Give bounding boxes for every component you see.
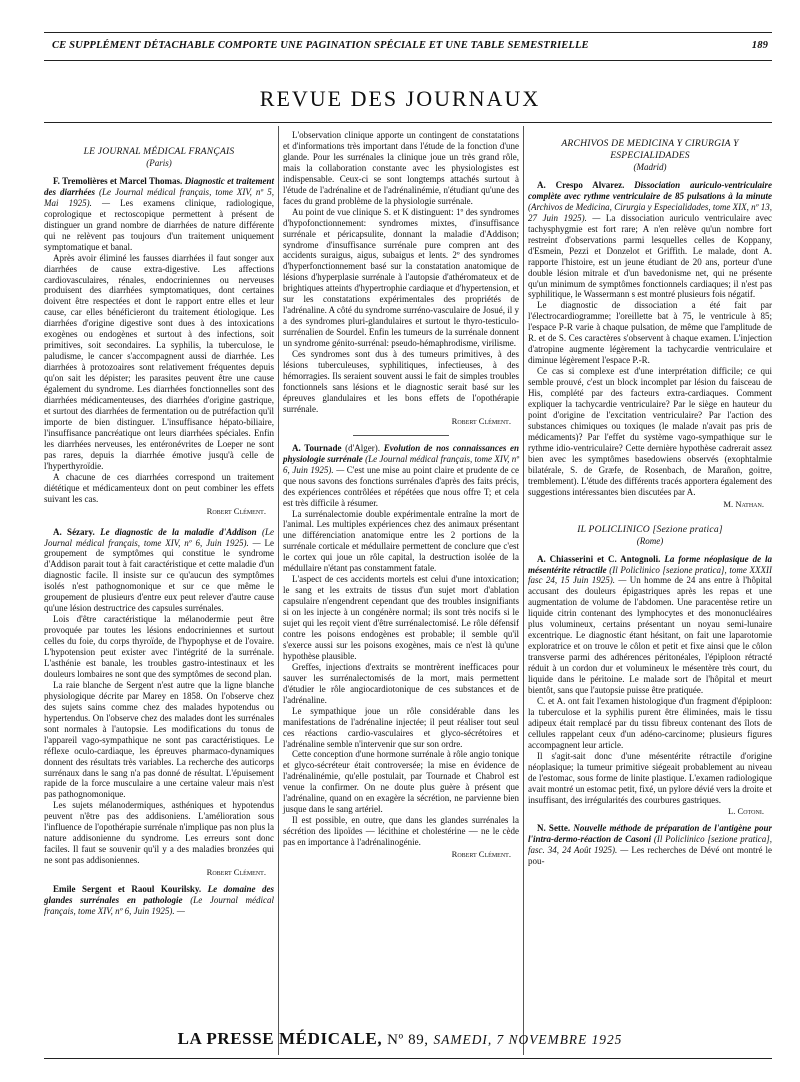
article-reference: (Le Journal médical français, tome XIV, nº 6, Juin 1925). —: [44, 526, 274, 548]
article-authors: A. Tournade: [292, 442, 342, 453]
journal-heading: LE JOURNAL MÉDICAL FRANÇAIS: [83, 146, 235, 157]
article-paragraph: Le diagnostic de dissociation a été fait par l'électrocardiogramme; l'oreillette bat à 75, le ventricule à 85; l'espace P-R varie à chaque pulsation, de même que l'amplitude de R. et de S. Ces caractères s'observent à chaque examen. L'injection d'atropine augmente légèrement la tachycardie ventriculaire et diminue légèrement l'espace P.-R.: [528, 300, 772, 366]
article-reference: (Le Journal médical français, tome XIV, nº 5, Mai 1925). —: [44, 186, 274, 208]
article-reference: (Il Policlinico [sezione pratica], tome XXXII fasc 24, 15 Juin 1925). —: [528, 564, 773, 586]
page-footer: [0, 1029, 800, 1049]
article-paragraph: La raie blanche de Sergent n'est autre que la ligne blanche physiologique décrite par Marey en 1858. On l'observe chez des sujets sains comme chez des malades hypotendus ou hypertendus. On l'observe chez des malades dont les surrénales sont normales à l'autopsie. Les modifications du tonus de l'appareil vago-sympathique ne sont pas caractéristiques. Le réflexe oculo-cardiaque, les épreuves pharmaco-dynamiques donnent des résultats très variables. La recherche des auticorps surrénaux dans le sang n'a pas donné de résultat. L'épuisement rapide de la force musculaire a une certaine valeur mais n'est pas pathognomonique.: [44, 679, 274, 800]
article-paragraph: Les examens clinique, radiologique, coprologique et rectoscopique permettent à présent de distinguer un grand nombre de diarrhées de nature différente qui ne relèvent pas toujours d'un traitement uniquement symptomatique et banal.: [44, 197, 275, 252]
article-paragraph: La surrénalectomie double expérimentale entraîne la mort de l'animal. Les multiples expériences chez des animaux présentant une différenciation anatomique entre les 2 portions de la surrénale corticale et médullaire permettent de conclure que c'est le cortex qui joue un rôle capital, la destruction isolée de la médullaire n'étant pas constamment fatale.: [283, 508, 519, 574]
running-head-rule: [44, 60, 772, 61]
column-divider-2: [523, 126, 524, 1055]
article-signature: Robert Clément.: [451, 415, 511, 426]
journal-city: (Madrid): [633, 162, 667, 172]
article-paragraph: Au point de vue clinique S. et K distinguent: 1º des syndromes d'hypofonctionnement: syndromes mixtes, d'insuffisance surrénale et péricapsulite, donnant la maladie d'Addison; syndrome d'insuffisance surrénale pure compren ant des accidents suraigus, aigus, subaigus et lents. 2º des syndromes d'hyperfonctionnement basé sur la constatation anatomique de lésions d'hyperplasie surrénale à l'autopsie d'athéromateux et de brightiques atteints d'hypertrophie cardiaque et d'hypertension, et sur les constatations expérimentales des propriétés de l'adrénaline. A côté du syndrome surréno-vasculaire de Josué, il y a des syndromes pluri-glandulaires et surtout le thyro-testiculo-surrénalien de Sourdel. Enfin les tumeurs de la surrénale donnent un syndrome génito-surrénal: pseudo-hémaphrodisme, virilisme.: [283, 206, 519, 349]
column-right: [528, 130, 772, 867]
article-signature: M. Nathan.: [723, 498, 764, 509]
title-rule: [44, 122, 772, 123]
article-signature: L. Cotoni.: [728, 806, 764, 817]
article-reference: (Le Journal médical français, tome XIV, nº 6, Juin 1925). —: [44, 895, 275, 916]
article-authors: A. Crespo Alvarez.: [537, 179, 625, 190]
article-authors: A. Sézary.: [53, 526, 95, 537]
footer-issue-number: Nº 89,: [387, 1032, 429, 1048]
article-authors: N. Sette.: [537, 823, 571, 834]
article-paragraph: Il s'agit-sait donc d'une mésentérite rétractile d'origine néoplasique; la tumeur primitive siégeait probablement au niveau de l'estomac, sous forme de linite plastique. L'examen radiologique avait montré un estomac petit, fixé, un pylore dévié vers la droite et insuffisant, des irrégularités des courbures gastriques.: [528, 750, 772, 805]
article-reference: (Il Policlinico [sezione pratica], fasc. 34, 24 Août 1925). —: [528, 834, 772, 856]
column-middle: [283, 130, 519, 860]
article-paragraph: La dissociation auriculo ventriculaire avec tachysphygmie est fort rare; A n'en relève qu'un nombre fort restreint d'observations parmi lesquelles celles de Koppany, d'Esmein, Pezzi et Donzelot et Griffith. Le malade, dont A. rapporte l'histoire, est un jeune étudiant de 20 ans, porteur d'une double lésion mitrale et d'un bavedonisme net, qui ne présente qu'un minimum de symptômes fonctionnels cardiaques; il n'est pas syphilitique, le Wassermann s est montré plusieurs fois négatif.: [528, 212, 773, 300]
article-paragraph: Après avoir éliminé les fausses diarrhées il faut songer aux diarrhées de cause extra-digestive. Les affections cardiovasculaires, rénales, endocriniennes ou nerveuses produisent des diarrhées symptomatiques, dont certaines doivent être respectées et dont le rapport entre elles et leur cause, car elles bénéficieront du traitement étiologique. Les diarrhées d'origine digestive sont dues à des intoxications exogènes ou endogènes et surtout à des infections, soit primitives, soit secondaires. La syphilis, la tuberculose, le paludisme, le cancer s'accompagnent aussi de diarrhée. Les diarrhées à protozoaires sont relativement fréquentes depuis qu'on sait les dépister; les parasites peuvent être une cause également du syndrome. Les diarrhées fonctionnelles sont des diarrhées médicamenteuses, des diarrhées d'origine gastrique, et surtout des diarrhées de fermentation ou de putréfaction qu'il importe de bien distinguer. L'insuffisance hépato-biliaire, l'insuffisance pancréatique ont leurs diarrhées spéciales. Enfin les diarrhées nerveuses, les entéronévrites de Loeper ne sont pas rares, depuis la diarrhée émotive jusqu'à celle de l'hyperthyroïdie.: [44, 252, 274, 471]
article-paragraph: Ce cas si complexe est d'une interprétation difficile; ce qui semble prouvé, c'est un block incomplet par lésion du faisceau de His, complété par des facteurs extra-cardiaques. Comment expliquer la tachycardie ventriculaire? Par le siège en hauteur du point d'origine de l'excitation ventriculaire? Par l'action des substances chimiques ou toxiques (le malade n'avait pas pris de médicaments)? Par l'effet du système vago-sympathique sur le rythme idio-ventriculaire? Cette dernière hypothèse cadrerait assez bien avec les symptômes basedowiens observés (exophtalmie bilatérale, S. de Græfe, de Rosenbach, de Marañon, goitre, tremblement). L'étude des différents tracés apportera également des suggestions intéressantes bien discutées par A.: [528, 366, 772, 497]
article-title: Dissociation auriculo-ventriculaire complète avec rythme ventriculaire de 85 pulsations à la minute: [528, 179, 772, 201]
running-head-text: CE SUPPLÉMENT DÉTACHABLE COMPORTE UNE PAGINATION SPÉCIALE ET UNE TABLE SEMESTRIELLE: [52, 40, 589, 51]
article-paragraph: Ces syndromes sont dus à des tumeurs primitives, à des lésions tuberculeuses, syphilitiques, infectieuses, à des hémorragies. Ils seraient souvent aussi le fait de simples troubles fonctionnels sans lésions et le diagnostic serait basé sur les épreuves glandulaires et les bons effets de l'opothérapie surrénale.: [283, 349, 519, 414]
article-paragraph: Un homme de 24 ans entre à l'hôpital accusant des douleurs épigastriques après les repas et une augmentation de volume de l'abdomen. Une paracentèse retire un liquide citrin contenant des lymphocytes et des mononucléaires plus volumineux, certains présentant un noyau semi-lunaire excentrique. Le diagnostic étant hésitant, on fait une laparotomie exploratrice et on trouve le côlon et petit et fixe ainsi que le côlon transverse parmi des adhérences péritonéales, l'épiploon rétracté réduit à un cordon dur et volumineux le mésentère très court, du liquide dans le péritoine. Le malade sort de l'hôpital et meurt bientôt, sans que l'autopsie puisse être pratiquée.: [528, 575, 773, 695]
article-paragraph: A chacune de ces diarrhées correspond un traitement diététique et médicamenteux dont on peut combiner les effets suivant les cas.: [44, 471, 274, 504]
article-authors: F. Tremolières et Marcel Thomas.: [53, 175, 183, 186]
journal-heading: IL POLICLINICO [Sezione pratica]: [577, 523, 723, 535]
running-head: [44, 40, 772, 56]
article-title: Evolution de nos connaissances en physiologie surrénale: [283, 442, 520, 464]
article-authors: Emile Sergent et Raoul Kourilsky.: [53, 884, 202, 895]
article-author-location: (d'Alger).: [345, 442, 381, 453]
journal-heading: ARCHIVOS DE MEDICINA Y CIRURGIA Y ESPECIALIDADES: [561, 138, 739, 161]
article: [528, 823, 772, 867]
article-paragraph: C. et A. ont fait l'examen histologique d'un fragment d'épiploon: la tuberculose et la syphilis purent être éliminées, mais le tissu adipeux était remplacé par du tissu fibreux contenant des îlots de cellules rappelant ceux d'un adéno-carcinome; plusieurs figures accompagnent leur article.: [528, 695, 772, 750]
article: [528, 554, 772, 818]
article-title: Nouvelle méthode de préparation de l'antigène pour l'intra-dermo-réaction de Casoni: [528, 823, 772, 845]
article-title: Le domaine des glandes surrénales en pathologie: [44, 884, 274, 906]
journal-city: (Paris): [146, 158, 172, 168]
footer-rule: [44, 1058, 772, 1059]
footer-date: SAMEDI, 7 NOVEMBRE 1925: [433, 1032, 623, 1047]
footer-journal-name: LA PRESSE MÉDICALE,: [177, 1029, 383, 1048]
article-title: Diagnostic et traitement des diarrhées: [44, 175, 274, 197]
article-signature: Robert Clément.: [206, 867, 266, 878]
article-paragraph: C'est une mise au point claire et prudente de ce que nous savons des fonctions surrénales d'après des faits précis, des expériences contrôlées et répétées que nous offre T; et cela est très difficile à résumer.: [283, 464, 520, 508]
article-authors: A. Chiasserini et C. Antognoli.: [537, 553, 661, 564]
article-separator: [353, 435, 449, 436]
article-paragraph: Lois d'être caractéristique la mélanodermie peut être provoquée par toutes les lésions endocriniennes et surtout celles du foie, du corps thyroïde, de l'hypophyse et de l'ovaire. L'hypotension peut exister avec l'intégrité de la surrénale. L'asthénie est banale, les troubles gastro-intestinaux et les douleurs lombaires ne sont que des symptômes de second plan.: [44, 614, 274, 679]
journal-city: (Rome): [636, 535, 664, 546]
column-left: [44, 130, 274, 917]
article: [44, 527, 274, 879]
article-paragraph: L'observation clinique apporte un contingent de constatations et d'informations très important dans l'étude de la fonction d'une glande. Pour les surrénales la clinique joue un très grand rôle, mais la collaboration constante avec les physiologistes est indispensable. Ceux-ci se sont longtemps attachés surtout à l'étude de l'adrénaline et de l'adrénalinémie, n'étudiant qu'une des faces du grand problème de la physiologie surrénale.: [283, 130, 519, 206]
top-rule: [44, 32, 772, 33]
article: [44, 176, 274, 517]
article-reference: (Le Journal médical français, tome XIV, nº 6, Juin 1925). —: [283, 453, 519, 475]
article-title: La forme néoplasique de la mésentérite rétractile: [528, 553, 772, 575]
article-paragraph: Greffes, injections d'extraits se montrèrent inefficaces pour sauver les surrénalectomisés de la mort, mais permettent d'étudier le rôle angiocardiotonique de ces substances et de l'adrénaline.: [283, 661, 519, 705]
article-paragraph: Les sujets mélanodermiques, asthéniques et hypotendus peuvent n'être pas des addisoniens. L'amélioration sous l'influence de l'opothérapie surrénale n'implique pas non plus la nature addisonienne du syndrome. Les erreurs sont donc faciles. Il faut se souvenir qu'il y a des maladies bronzées qui ne sont pas addisoniennes.: [44, 800, 274, 866]
page-title: REVUE DES JOURNAUX: [259, 86, 541, 111]
article-reference: (Archivos de Medicina, Cirurgia y Especialidades, tome XIX, nº 13, 27 Juin 1925). —: [528, 201, 772, 223]
article-paragraph: Le groupement de symptômes qui constitue le syndrome d'Addison parait tout à fait caractéristique et cette maladie d'un diagnostic facile. Il insiste sur ce qu'aucun des symptômes isolés n'est pathognomonique et sur ce que même le groupement de plusieurs d'entre eux peut relever d'autre cause qu'une lésion destructrice des capsules surrénales.: [44, 537, 274, 614]
column-divider-1: [278, 126, 279, 1055]
article: [44, 884, 274, 917]
article-signature: Robert Clément.: [451, 849, 511, 860]
article-paragraph: L'aspect de ces accidents mortels est celui d'une intoxication; le sang et les extraits de tissus d'un sujet mort d'ablation capsulaire n'engendrent cependant que des troubles insignifiants si on les injecte à un congénère normal; ils sont très nocifs si le sujet qui les reçoit vient d'être surrénalectomisé. Le rôle défensif contre les poisons endogènes est probable; il semble qu'il s'exerce aussi sur les poisons exogènes, mais ce n'est là qu'une hypothèse plausible.: [283, 574, 519, 661]
article-signature: Robert Clément.: [206, 505, 266, 516]
page-number: 189: [751, 40, 768, 51]
article-paragraph: Le sympathique joue un rôle considérable dans les manifestations de l'adrénaline injectée; il peut réaliser tout seul ces réactions cardio-vasculaires et glyco-sécrétoires et l'adrénaline semble n'intervenir que sur son ordre.: [283, 705, 519, 749]
article-paragraph: Il est possible, en outre, que dans les glandes surrénales la sécrétion des lipoïdes — lécithine et cholestérine — ne le cède pas en importance à l'adrénalinogénie.: [283, 815, 519, 848]
article: [528, 180, 772, 510]
article-paragraph: Cette conception d'une hormone surrénale à rôle angio tonique et glyco-sécréteur était controversée; la mise en évidence de l'adrénalinémie, qu'elle postulait, par Tournade et Chabrol est venue la confirmer. On ne doute plus guère à présent que l'adrénaline, quand on en exagère la sécrétion, ne parvienne bien jusque dans le sang artériel.: [283, 749, 519, 815]
article-title: Le diagnostic de la maladie d'Addison: [100, 526, 257, 537]
article: [283, 443, 519, 860]
article-paragraph: Les recherches de Dévé ont montré le pou-: [528, 845, 772, 867]
